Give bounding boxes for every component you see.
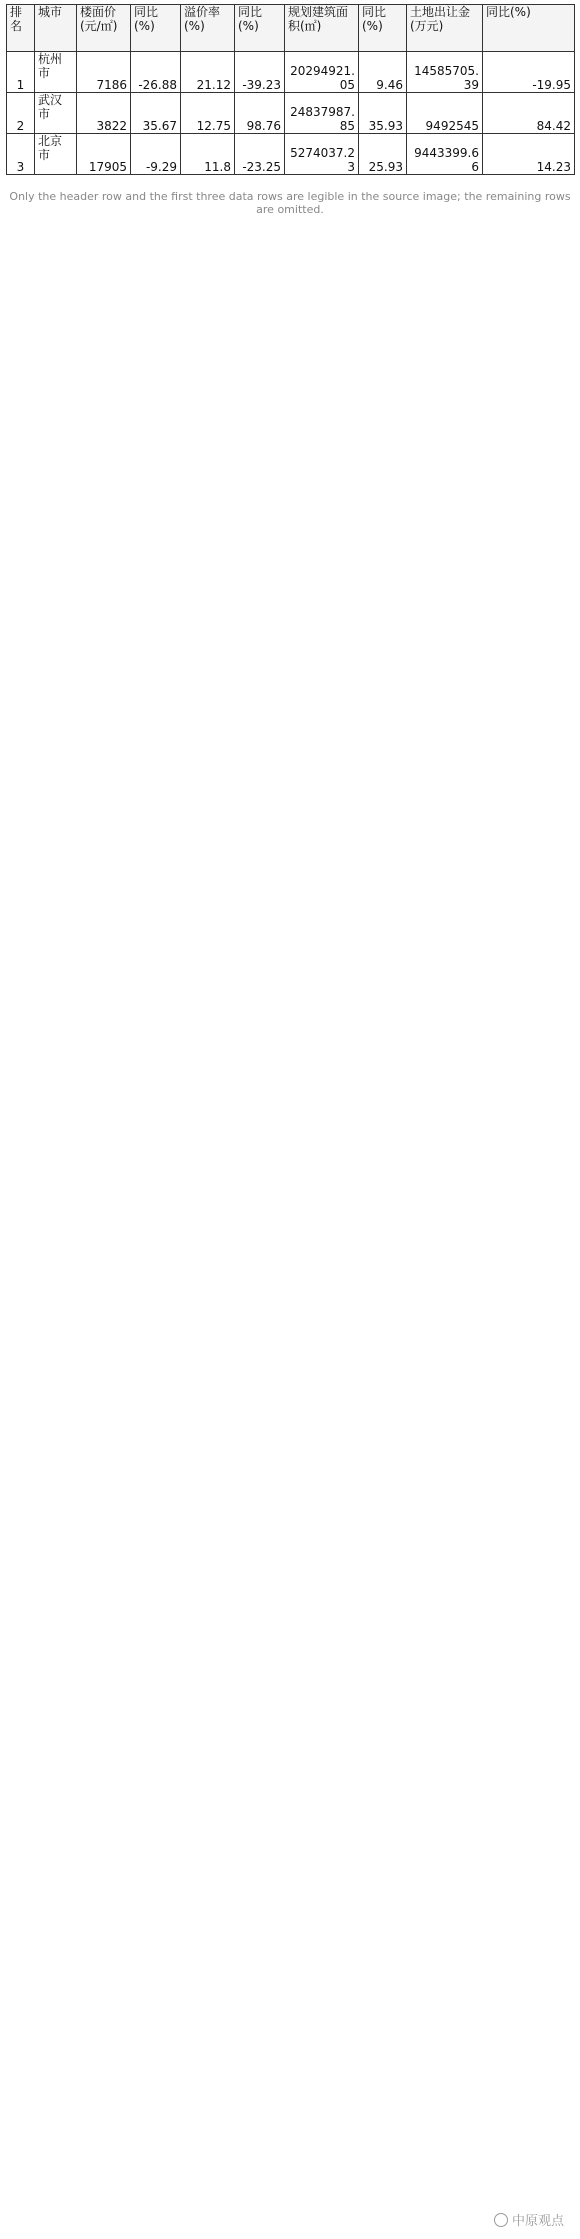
header-premium: 溢价率(%): [181, 5, 235, 52]
cell-floor-price: 17905: [77, 134, 131, 175]
table-row: [7, 134, 575, 175]
cell-gfa: 5274037.23: [285, 134, 359, 175]
cell-premium: 11.8: [181, 134, 235, 175]
cell-rank: 2: [7, 93, 35, 134]
cell-revenue-yoy: -19.95: [483, 52, 575, 93]
header-city: 城市: [35, 5, 77, 52]
header-floor-yoy: 同比(%): [131, 5, 181, 52]
cell-revenue-yoy: 84.42: [483, 93, 575, 134]
land-ranking-table: [6, 4, 575, 175]
header-row: [7, 5, 575, 52]
cell-gfa: 24837987.85: [285, 93, 359, 134]
cell-land-revenue: 9492545: [407, 93, 483, 134]
cell-premium-yoy: -39.23: [235, 52, 285, 93]
cell-floor-yoy: 35.67: [131, 93, 181, 134]
header-floor-price: 楼面价(元/㎡): [77, 5, 131, 52]
header-land-revenue: 土地出让金(万元): [407, 5, 483, 52]
header-rank: 排名: [7, 5, 35, 52]
cell-floor-yoy: -9.29: [131, 134, 181, 175]
cell-gfa-yoy: 35.93: [359, 93, 407, 134]
cell-floor-price: 3822: [77, 93, 131, 134]
cell-rank: 3: [7, 134, 35, 175]
cell-rank: 1: [7, 52, 35, 93]
cell-land-revenue: 9443399.66: [407, 134, 483, 175]
table-row: [7, 52, 575, 93]
watermark: [494, 2210, 564, 2229]
cell-premium: 21.12: [181, 52, 235, 93]
omitted-rows-note: Only the header row and the first three data rows are legible in the source image; the remaining rows are omitted.: [9, 190, 571, 216]
cell-gfa-yoy: 9.46: [359, 52, 407, 93]
cell-premium-yoy: 98.76: [235, 93, 285, 134]
brand-logo-icon: [494, 2213, 508, 2227]
cell-gfa: 20294921.05: [285, 52, 359, 93]
table-body: [7, 52, 575, 175]
cell-floor-price: 7186: [77, 52, 131, 93]
cell-city: 北京市: [35, 134, 77, 175]
cell-floor-yoy: -26.88: [131, 52, 181, 93]
watermark-text: 中原观点: [511, 2214, 564, 2229]
cell-premium: 12.75: [181, 93, 235, 134]
cell-city: 武汉市: [35, 93, 77, 134]
cell-premium-yoy: -23.25: [235, 134, 285, 175]
cell-gfa-yoy: 25.93: [359, 134, 407, 175]
cell-land-revenue: 14585705.39: [407, 52, 483, 93]
header-premium-yoy: 同比(%): [235, 5, 285, 52]
table-row: [7, 93, 575, 134]
header-gfa-yoy: 同比(%): [359, 5, 407, 52]
header-gfa: 规划建筑面积(㎡): [285, 5, 359, 52]
header-revenue-yoy: 同比(%): [483, 5, 575, 52]
cell-revenue-yoy: 14.23: [483, 134, 575, 175]
cell-city: 杭州市: [35, 52, 77, 93]
